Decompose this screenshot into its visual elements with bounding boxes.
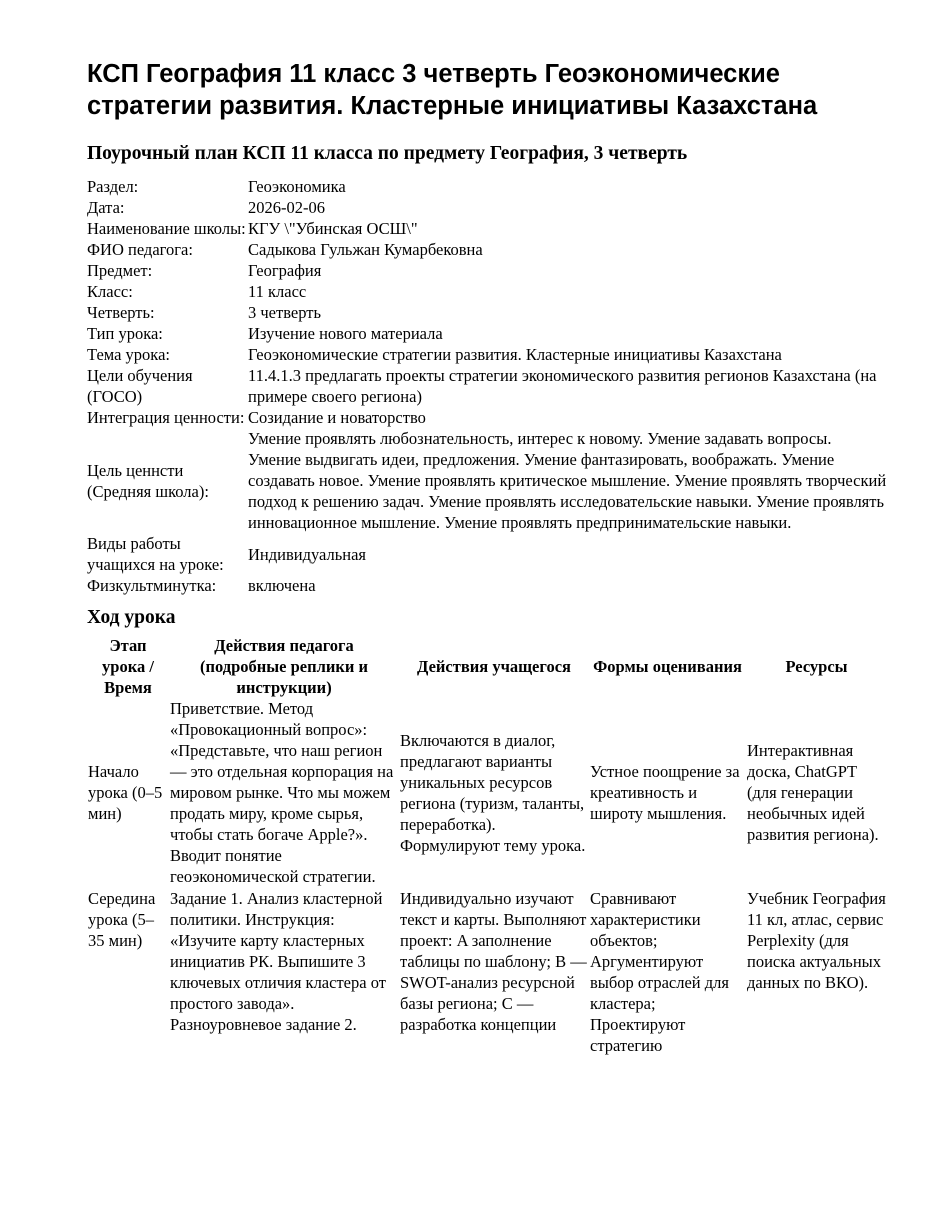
header-student: Действия учащегося [417,657,571,676]
info-value: География [248,261,322,280]
info-value: Изучение нового материала [248,324,443,343]
lesson-table [87,635,887,1057]
info-label: Виды работы учащихся на уроке: [87,534,224,574]
info-row [87,239,887,260]
cell-resources: Учебник География 11 кл, атлас, сервис Perplexity (для поиска актуальных данных по ВКО). [747,889,886,992]
info-label: Цель ценнсти (Средняя школа): [87,460,209,501]
info-label: Класс: [87,282,133,301]
info-table [87,176,887,596]
header-assessment: Формы оценивания [593,657,742,676]
header-stage: Этап урока / Время [102,636,154,697]
info-row [87,365,887,407]
info-row [87,302,887,323]
cell-stage: Начало урока (0–5 мин) [88,762,163,823]
info-value: Геоэкономика [248,177,346,196]
info-value: Геоэкономические стратегии развития. Кластерные инициативы Казахстана [248,345,782,364]
info-value: Индивидуальная [248,544,366,564]
lesson-heading: Ход урока [87,607,176,628]
info-row [87,323,887,344]
cell-student: Индивидуально изучают текст и карты. Выполняют проект: A заполнение таблицы по шаблону; B — SWOT-анализ ресурсной базы региона; C — разработка концепции [400,889,587,1034]
info-label: Четверть: [87,303,155,322]
cell-assessment: Сравнивают характеристики объектов; Аргументируют выбор отраслей для кластера; Проектируют стратегию [590,889,729,1055]
info-label: Раздел: [87,177,139,196]
document-subtitle: Поурочный план КСП 11 класса по предмету География, 3 четверть [87,143,688,164]
cell-teacher: Приветствие. Метод «Провокационный вопрос»: «Представьте, что наш регион — это отдельная корпорация на мировом рынке. Что мы можем продать миру, кроме сырья, чтобы стать богаче Apple?». Вводит понятие геоэкономической стратегии. [170,699,394,886]
cell-student: Включаются в диалог, предлагают варианты уникальных ресурсов региона (туризм, таланты, переработка). Формулируют тему урока. [400,730,586,855]
info-value: 2026-02-06 [248,198,325,217]
info-value: 11.4.1.3 предлагать проекты стратегии экономического развития регионов Казахстана (на примере своего региона) [248,366,877,406]
header-teacher: Действия педагога (подробные реплики и инструкции) [199,636,369,697]
info-label: Тема урока: [87,345,170,364]
info-label: Предмет: [87,261,153,280]
info-row [87,197,887,218]
info-row [87,533,887,575]
info-row [87,218,887,239]
info-label: Цели обучения (ГОСО) [87,366,193,406]
lesson-row-start [87,698,887,888]
info-label: Тип урока: [87,324,163,343]
info-row [87,407,887,428]
info-row [87,281,887,302]
info-value: КГУ \"Убинская ОСШ\" [248,219,418,238]
info-row [87,575,887,596]
info-value: 3 четверть [248,303,321,322]
cell-assessment: Устное поощрение за креативность и широту мышления. [590,762,740,823]
lesson-row-middle [87,888,887,1057]
info-label: Дата: [87,198,125,217]
info-label: Физкультминутка: [87,576,217,595]
info-label: Интеграция ценности: [87,408,245,427]
info-label: Наименование школы: [87,219,246,238]
info-label: ФИО педагога: [87,240,193,259]
cell-teacher: Задание 1. Анализ кластерной политики. Инструкция: «Изучите карту кластерных инициатив РК. Выпишите 3 ключевых отличия кластера от простого завода». Разноуровневое задание 2. [170,889,386,1034]
info-value: Созидание и новаторство [248,408,426,427]
info-row [87,260,887,281]
info-value: 11 класс [248,282,307,301]
info-row [87,176,887,197]
info-row [87,344,887,365]
cell-resources: Интерактивная доска, ChatGPT (для генерации необычных идей развития региона). [747,741,879,844]
info-row [87,428,887,533]
lesson-header-row [87,635,887,698]
info-value: Садыкова Гульжан Кумарбековна [248,240,483,259]
document-title: КСП География 11 класс 3 четверть Геоэкономические стратегии развития. Кластерные инициативы Казахстана [87,60,818,120]
cell-stage: Середина урока (5–35 мин) [88,889,156,950]
info-value: включена [248,576,316,595]
info-value: Умение проявлять любознательность, интерес к новому. Умение задавать вопросы. Умение выдвигать идеи, предложения. Умение фантазировать, воображать. Умение создавать новое. Умение проявлять критическое мышление. Умение проявлять творческий подход к решению задач. Умение проявлять исследовательские навыки. Умение проявлять инновационное мышление. Умение проявлять предпринимательские навыки. [248,429,887,532]
header-resources: Ресурсы [785,657,848,676]
